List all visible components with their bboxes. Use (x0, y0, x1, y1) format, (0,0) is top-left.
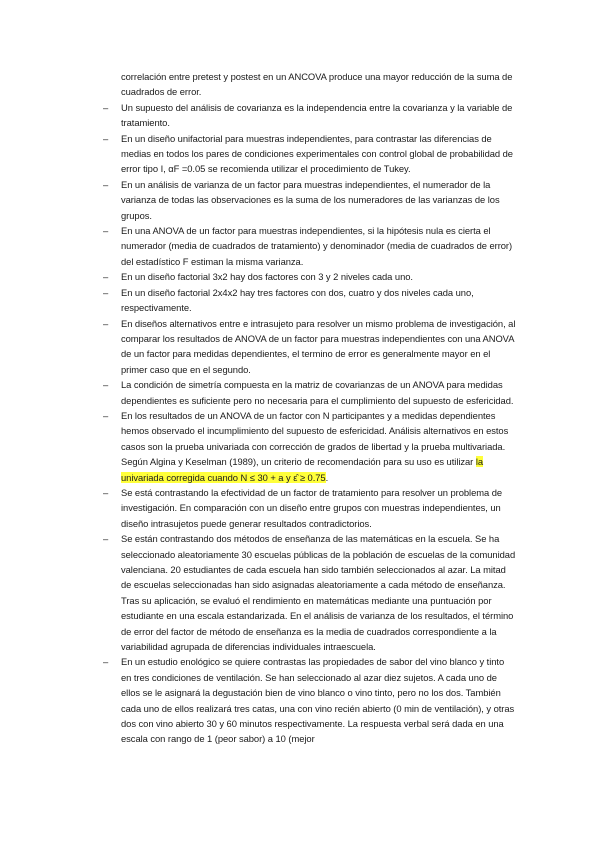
item-text: En un estudio enológico se quiere contrastas las propiedades de sabor del vino blanco y tinto en tres condiciones de ventilación. Se han seleccionado al azar diez sujetos. A cada uno de ellos se le asignará la degustación bien de vino blanco o vino tinto, pero no los dos. También cada uno de ellos realizará tres catas, una con vino recién abierto (0 min de ventilación), y otras dos con vino abierto 30 y 60 minutos respectivamente. La respuesta verbal será dada en una escala con rango de 1 (peor sabor) a 10 (mejor (121, 656, 515, 745)
item-text: En diseños alternativos entre e intrasujeto para resolver un mismo problema de investigación, al comparar los resultados de ANOVA de un factor para muestras independientes con una ANOVA de un factor para medidas dependientes, el termino de error es generalmente mayor en el primer caso que en el segundo. (121, 317, 516, 375)
list-bullet: – (103, 286, 109, 298)
list-bullet: – (103, 225, 109, 237)
list-bullet: – (103, 409, 109, 421)
list-bullet: – (103, 317, 109, 329)
list-bullet: – (103, 379, 109, 391)
item-text: La condición de simetría compuesta en la matriz de covarianzas de un ANOVA para medidas dependientes es suficiente pero no necesaria para el cumplimiento del supuesto de esfericidad. (121, 379, 514, 406)
item-text: Se está contrastando la efectividad de un factor de tratamiento para resolver un problema de investigación. En comparación con un diseño entre grupos con muestras independientes, un diseño intrasujetos puede generar resultados contradictorios. (121, 486, 503, 529)
list-item (103, 269, 516, 284)
list-item (103, 531, 516, 654)
list-bullet: – (103, 101, 109, 113)
list-bullet: – (103, 533, 109, 545)
list-item (103, 177, 516, 223)
item-text: En un diseño unifactorial para muestras independientes, para contrastar las diferencias de medias en todos los pares de condiciones experimentales con control global de probabilidad de error tipo I, αF =0.05 se recomienda utilizar el procedimiento de Tukey. (121, 132, 513, 175)
list-bullet: – (103, 271, 109, 283)
item-text: En los resultados de un ANOVA de un factor con N participantes y a medidas dependientes hemos observado el incumplimiento del supuesto de esfericidad. Análisis alternativos en estos casos son la prueba univariada con corrección de grados de libertad y la prueba multivariada. Según Algina y Keselman (1989), un criterio de recomendación para su uso es utilizar (121, 409, 509, 468)
text-body (103, 69, 516, 747)
list-bullet: – (103, 486, 109, 498)
list-item (103, 654, 516, 746)
list-item (103, 223, 516, 269)
list-bullet: – (103, 656, 109, 668)
list-item (103, 100, 516, 131)
list-item (103, 131, 516, 177)
item-text: En una ANOVA de un factor para muestras independientes, si la hipótesis nula es cierta el numerador (media de cuadrados de tratamiento) y denominador (media de cuadrados de error) del estadístico F estiman la misma varianza. (121, 225, 513, 267)
item-text: En un diseño factorial 3x2 hay dos factores con 3 y 2 niveles cada uno. (121, 271, 413, 283)
item-text-end: . (325, 471, 329, 483)
highlighted-text: la univariada corregida cuando N ≤ 30 + a y ε̂ ≥ 0.75 (121, 456, 484, 483)
list-item (103, 285, 516, 316)
list-item (121, 69, 516, 100)
list-bullet: – (103, 178, 109, 190)
list-item (103, 485, 516, 531)
list-item (103, 408, 516, 485)
item-text: correlación entre pretest y postest en un ANCOVA produce una mayor reducción de la suma de cuadrados de error. (121, 71, 513, 98)
list-item (103, 316, 516, 378)
item-text: En un diseño factorial 2x4x2 hay tres factores con dos, cuatro y dos niveles cada uno, respectivamente. (121, 286, 474, 314)
item-text: En un análisis de varianza de un factor para muestras independientes, el numerador de la varianza de todas las observaciones es la suma de los numeradores de las varianzas de los grupos. (121, 178, 500, 221)
list-item (103, 377, 516, 408)
item-text: Un supuesto del análisis de covarianza es la independencia entre la covarianza y la variable de tratamiento. (121, 101, 513, 129)
item-text: Se están contrastando dos métodos de enseñanza de las matemáticas en la escuela. Se ha seleccionado aleatoriamente 30 escuelas públicas de la población de escuelas de la comunidad valenciana. 20 estudiantes de cada escuela han sido también seleccionados al azar. La mitad de escuelas seleccionadas han sido asignadas aleatoriamente a cada método de enseñanza. Tras su aplicación, se evaluó el rendimiento en matemáticas mediante una puntuación por estudiante en una escala estandarizada. En el análisis de varianza de los resultados, el término de error del factor de método de enseñanza es la media de cuadrados correspondiente a la variabilidad agrupada de diferencias individuales intraescuela. (121, 533, 516, 653)
list-bullet: – (103, 132, 109, 144)
